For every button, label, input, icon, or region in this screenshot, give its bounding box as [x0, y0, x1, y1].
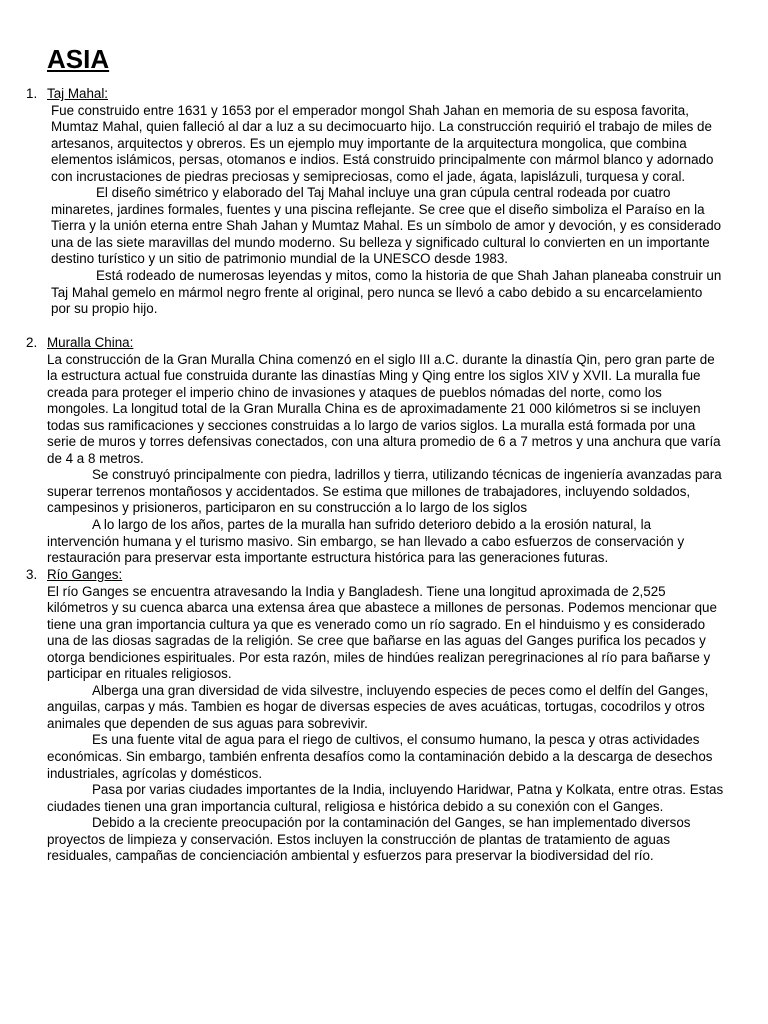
list-number: 1. [26, 86, 38, 101]
paragraph: Es una fuente vital de agua para el riego de cultivos, el consumo humano, la pesca y otras actividades económicas. Sin embargo, también enfrenta desafíos como la contaminación debido a la descarga de desechos industriales, agrícolas y domésticos. [47, 732, 713, 781]
section-body [51, 103, 723, 318]
paragraph: Se construyó principalmente con piedra, ladrillos y tierra, utilizando técnicas de ingeniería avanzadas para superar terrenos montañosos y accidentados. Se estima que millones de trabajadores, incluyendo soldados, campesinos y prisioneros, participaron en su construcción a lo largo de los siglos [47, 467, 722, 516]
section-heading: Taj Mahal: [47, 86, 109, 101]
paragraph: Pasa por varias ciudades importantes de la India, incluyendo Haridwar, Patna y Kolkata, entre otras. Estas ciudades tienen una gran importancia cultural, religiosa e histórica debido a su conexión con el Ganges. [47, 782, 724, 814]
list-number: 3. [26, 567, 38, 582]
paragraph: El río Ganges se encuentra atravesando la India y Bangladesh. Tiene una longitud aproximada de 2,525 kilómetros y su cuenca abarca una extensa área que abastece a millones de personas. Podemos mencionar que tiene una gran importancia cultura ya que es venerado como un río sagrado. En el hinduismo y es considerado una de las diosas sagradas de la religión. Se cree que bañarse en las aguas del Ganges purifica los pecados y otorga bendiciones espirituales. Por esta razón, miles de hindúes realizan peregrinaciones al río para bañarse y participar en rituales religiosos. [47, 583, 717, 682]
section-heading: Río Ganges: [47, 567, 123, 582]
paragraph: El diseño simétrico y elaborado del Taj Mahal incluye una gran cúpula central rodeada por cuatro minaretes, jardines formales, fuentes y una piscina reflejante. Se cree que el diseño simboliza el Paraíso en la Tierra y la unión eterna entre Shah Jahan y Mumtaz Mahal. Es un símbolo de amor y devoción, y es considerado una de las siete maravillas del mundo moderno. Su belleza y significado cultural lo convierten en un importante destino turístico y un sitio de patrimonio mundial de la UNESCO desde 1983. [51, 185, 722, 267]
list-number: 2. [26, 335, 38, 350]
paragraph: A lo largo de los años, partes de la muralla han sufrido deterioro debido a la erosión natural, la intervención humana y el turismo masivo. Sin embargo, se han llevado a cabo esfuerzos de conservación y restauración para preservar esta importante estructura histórica para las generaciones futuras. [47, 517, 685, 566]
paragraph: Está rodeado de numerosas leyendas y mitos, como la historia de que Shah Jahan planeaba construir un Taj Mahal gemelo en mármol negro frente al original, pero nunca se llevó a cabo debido a su encarcelamiento por su propio hijo. [51, 268, 722, 317]
paragraph: Debido a la creciente preocupación por la contaminación del Ganges, se han implementado diversos proyectos de limpieza y conservación. Estos incluyen la construcción de plantas de tratamiento de aguas residuales, campañas de concienciación ambiental y esfuerzos para preservar la biodiversidad del río. [47, 815, 691, 864]
paragraph: La construcción de la Gran Muralla China comenzó en el siglo III a.C. durante la dinastía Qin, pero gran parte de la estructura actual fue construida durante las dinastías Ming y Qing entre los siglos XIV y XVII. La muralla fue creada para proteger el imperio chino de invasiones y ataques de pueblos nómadas del norte, como los mongoles. La longitud total de la Gran Muralla China es de aproximadamente 21 000 kilómetros si se incluyen todas sus ramificaciones y secciones construidas a lo largo de varios siglos. La muralla está formada por una serie de muros y torres defensivas conectados, con una altura promedio de 6 a 7 metros y una anchura que varía de 4 a 8 metros. [47, 351, 721, 466]
section-body [47, 584, 725, 865]
section-body [47, 352, 725, 567]
document-title: ASIA [47, 44, 110, 74]
paragraph: Alberga una gran diversidad de vida silvestre, incluyendo especies de peces como el delfín del Ganges, anguilas, carpas y más. Tambien es hogar de diversas especies de aves acuáticas, tortugas, cocodrilos y otros animales que dependen de sus aguas para sobrevivir. [47, 682, 709, 731]
paragraph: Fue construido entre 1631 y 1653 por el emperador mongol Shah Jahan en memoria de su esposa favorita, Mumtaz Mahal, quien falleció al dar a luz a su decimocuarto hijo. La construcción requirió el trabajo de miles de artesanos, arquitectos y obreros. Es un ejemplo muy importante de la arquitectura mongolica, que combina elementos islámicos, persas, otomanos e indios. Está construido principalmente con mármol blanco y adornado con incrustaciones de piedras preciosas y semipreciosas, como el jade, ágata, lapislázuli, turquesa y coral. [51, 102, 714, 184]
section-heading: Muralla China: [47, 335, 134, 350]
